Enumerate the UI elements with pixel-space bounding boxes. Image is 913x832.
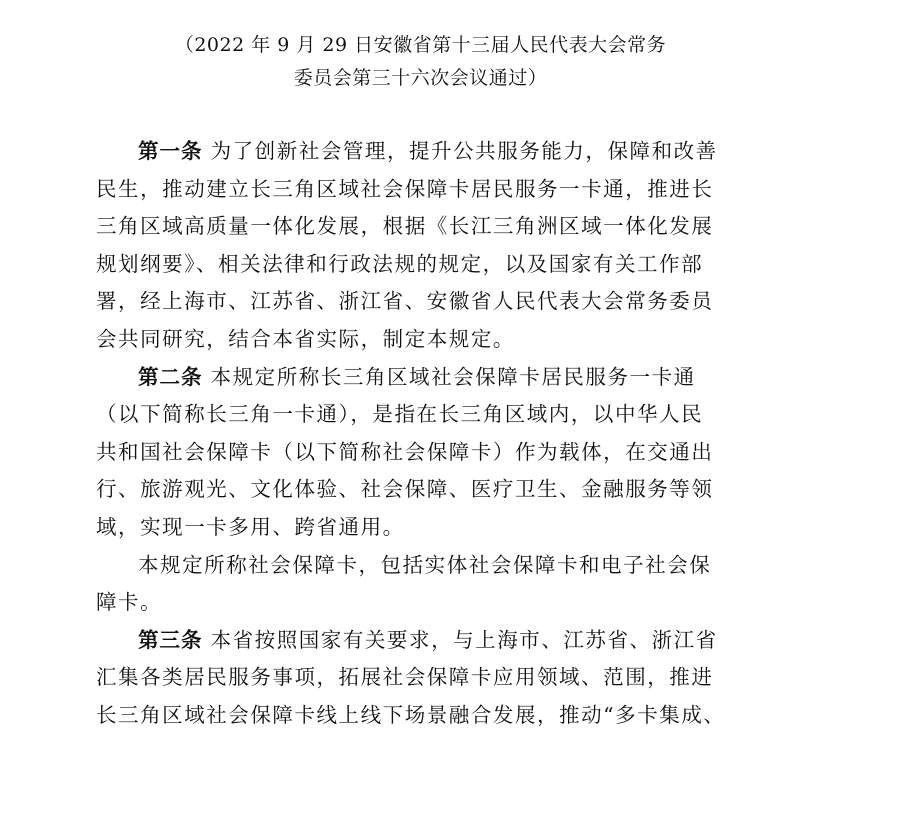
article-3-text: 本省按照国家有关要求，与上海市、江苏省、浙江省 xyxy=(210,627,718,652)
paragraph-line: 规划纲要》、相关法律和行政法规的规定，以及国家有关工作部 xyxy=(96,251,704,276)
article-2-first-line xyxy=(96,359,704,397)
paragraph-line: 汇集各类居民服务事项，拓展社会保障卡应用领域、范围，推进 xyxy=(96,665,714,690)
paragraph-line: 域，实现一卡多用、跨省通用。 xyxy=(96,514,405,539)
paragraph-line: 长三角区域社会保障卡线上线下场景融合发展，推动“多卡集成、 xyxy=(96,702,726,727)
paragraph-line: 三角区域高质量一体化发展，根据《长江三角洲区域一体化发展 xyxy=(96,214,714,239)
adoption-note-line-1: （2022 年 9 月 29 日安徽省第十三届人民代表大会常务 xyxy=(174,34,667,56)
paragraph-line: 障卡。 xyxy=(96,590,163,615)
article-2-heading: 第二条 xyxy=(138,364,203,389)
paragraph-line: （以下简称长三角一卡通），是指在长三角区域内，以中华人民 xyxy=(96,402,704,427)
paragraph-line: 行、旅游观光、文化体验、社会保障、医疗卫生、金融服务等领 xyxy=(96,477,714,502)
article-3-first-line xyxy=(96,622,718,660)
article-1-heading: 第一条 xyxy=(138,139,203,163)
adoption-note-line-2: 委员会第三十六次会议通过） xyxy=(293,67,548,89)
paragraph-line: 署，经上海市、江苏省、浙江省、安徽省人民代表大会常务委员 xyxy=(96,289,714,314)
article-2-text: 本规定所称长三角区域社会保障卡居民服务一卡通 xyxy=(210,364,696,389)
article-1-text: 为了创新社会管理，提升公共服务能力，保障和改善 xyxy=(210,139,718,163)
article-3-heading: 第三条 xyxy=(138,627,203,652)
paragraph-line: 民生，推动建立长三角区域社会保障卡居民服务一卡通，推进长 xyxy=(96,176,714,201)
paragraph-line: 共和国社会保障卡（以下简称社会保障卡）作为载体，在交通出 xyxy=(96,439,714,464)
article-2-paragraph-2-line: 本规定所称社会保障卡，包括实体社会保障卡和电子社会保 xyxy=(138,552,712,577)
paragraph-line: 会共同研究，结合本省实际，制定本规定。 xyxy=(96,326,515,351)
article-1-first-line xyxy=(96,133,718,171)
regulation-body xyxy=(96,133,726,735)
